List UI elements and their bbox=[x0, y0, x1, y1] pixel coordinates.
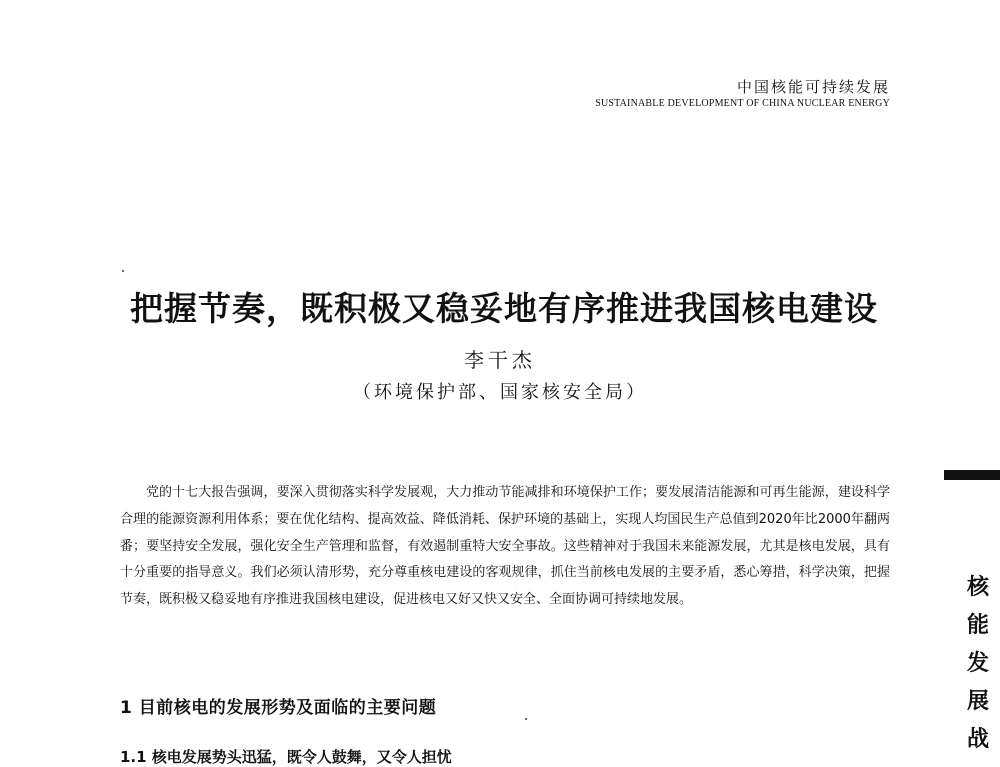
side-tab-char: 发 bbox=[966, 650, 989, 676]
abstract-paragraph: 党的十七大报告强调，要深入贯彻落实科学发展观，大力推动节能减排和环境保护工作；要发展清洁能源和可再生能源，建设科学合理的能源资源利用体系；要在优化结构、提高效益、降低消耗、保护环境的基础上，实现人均国民生产总值到2020年比2000年翻两番；要坚持安全发展，强化安全生产管理和监督，有效遏制重特大安全事故。这些精神对于我国未来能源发展，尤其是核电发展，具有十分重要的指导意义。我们必须认清形势，充分尊重核电建设的客观规律，抓住当前核电发展的主要矛盾，悉心筹措，科学决策，把握节奏，既积极又稳妥地有序推进我国核电建设，促进核电又好又快又安全、全面协调可持续地发展。 bbox=[120, 485, 890, 608]
side-tab-label bbox=[958, 568, 998, 758]
edge-tab-bar bbox=[944, 470, 1000, 480]
article-title: 把握节奏，既积极又稳妥地有序推进我国核电建设 bbox=[130, 289, 878, 328]
scan-speck bbox=[122, 270, 124, 272]
section-heading: 1 目前核电的发展形势及面临的主要问题 bbox=[120, 698, 437, 718]
side-tab-char: 核 bbox=[966, 574, 989, 600]
running-header-chinese: 中国核能可持续发展 bbox=[736, 78, 890, 96]
running-header-english: SUSTAINABLE DEVELOPMENT OF CHINA NUCLEAR ENERGY bbox=[595, 98, 890, 109]
side-tab-char: 战 bbox=[966, 726, 989, 752]
author-name: 李干杰 bbox=[464, 348, 536, 372]
author-affiliation: （环境保护部、国家核安全局） bbox=[353, 382, 647, 403]
side-tab-char: 展 bbox=[966, 688, 989, 714]
side-tab-char: 能 bbox=[966, 612, 989, 638]
subsection-heading: 1.1 核电发展势头迅猛，既令人鼓舞，又令人担忧 bbox=[120, 748, 452, 766]
scan-speck bbox=[525, 718, 527, 720]
